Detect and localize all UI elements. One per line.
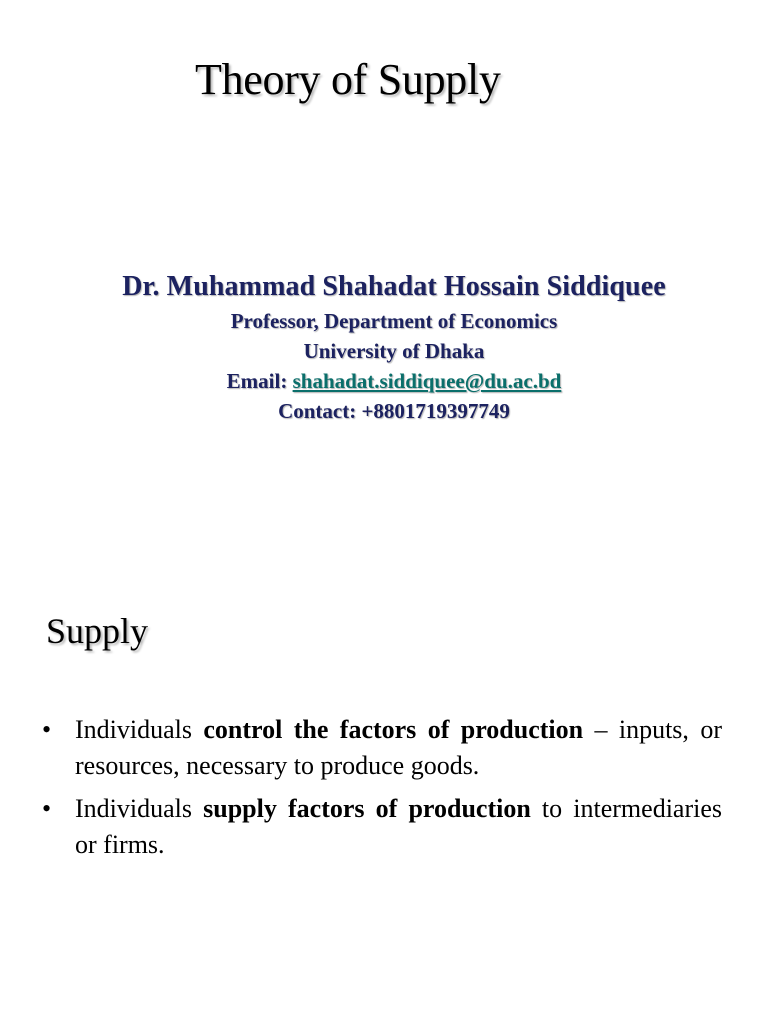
- bullet-list: [42, 712, 722, 870]
- author-contact: Contact: +8801719397749: [278, 399, 510, 423]
- author-position: Professor, Department of Economics: [230, 309, 558, 333]
- bullet-text-suffix: – inputs, or resources, necessary to produce goods.: [75, 715, 722, 780]
- supply-slide: [0, 512, 768, 1024]
- author-info: [0, 268, 768, 426]
- email-link[interactable]: shahadat.siddiquee@du.ac.bd: [292, 369, 562, 393]
- bullet-item: [42, 791, 722, 863]
- bullet-icon: •: [42, 715, 52, 744]
- bullet-emphasis: supply factors of production: [203, 794, 531, 823]
- author-institution: University of Dhaka: [303, 339, 485, 363]
- email-label: Email:: [226, 369, 288, 393]
- author-name: Dr. Muhammad Shahadat Hossain Siddiquee: [122, 271, 666, 302]
- section-heading: Supply: [46, 611, 149, 651]
- bullet-text-prefix: Individuals: [75, 794, 204, 823]
- bullet-item: [42, 712, 722, 784]
- slide-title: Theory of Supply: [195, 55, 501, 104]
- author-email-line: [0, 366, 768, 396]
- bullet-text-suffix: to intermediaries or firms.: [75, 794, 722, 859]
- bullet-text-prefix: Individuals: [75, 715, 204, 744]
- bullet-emphasis: control the factors of production: [203, 715, 584, 744]
- bullet-icon: •: [42, 794, 52, 823]
